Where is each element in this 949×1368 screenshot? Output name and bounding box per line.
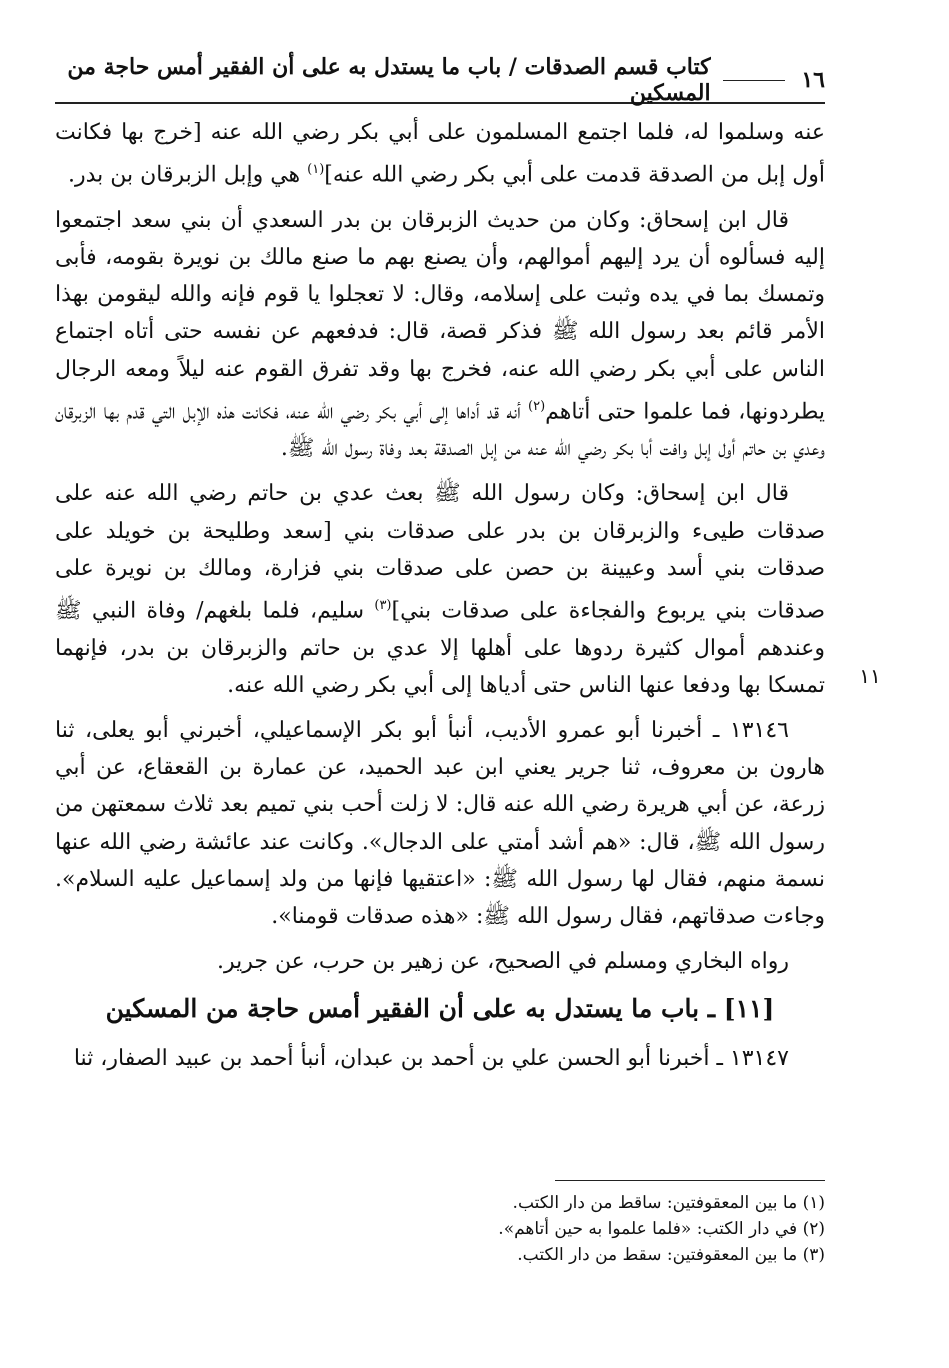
page-number: ١٦ [801, 67, 825, 93]
footnote-rule [555, 1180, 825, 1181]
paragraph-text: ١٣١٤٦ ـ أخبرنا أبو عمرو الأديب، أنبأ أبو بكر الإسماعيلي، أخبرني أبو يعلى، ثنا هارون بن معروف، ثنا جرير يعني ابن عبد الحميد، عن عمارة بن القعقاع، عن أبي زرعة، عن أبي هريرة رضي الله عنه قال: لا زلت أحب بني تميم بعد ثلاث سمعتهن من رسول الله ﷺ، قال: «هم أشد أمتي على الدجال». وكانت عند عائشة رضي الله عنها نسمة منهم، فقال لها رسول الله ﷺ: «اعتقيها فإنها من ولد إسماعيل عليه السلام». وجاءت صدقاتهم، فقال رسول الله ﷺ: «هذه صدقات قومنا». [55, 718, 825, 930]
footnote-ref: (١) [307, 162, 325, 178]
paragraph-text: قال ابن إسحاق: وكان رسول الله ﷺ بعث عدي بن حاتم رضي الله عنه على صدقات طيىء والزبرقان بن بدر على صدقات بني [سعد وطليحة بن خويلد على صدقات بني أسد وعيينة بن حصن على صدقات بني فزارة، ومالك بن نويرة على صدقات بني يربوع والفجاءة على صدقات بني] [55, 481, 826, 624]
narration-note [55, 943, 825, 980]
paragraph-text-tail: هي وإبل الزبرقان بن بدر. [67, 162, 308, 188]
footnotes [455, 1190, 825, 1268]
paragraph-3 [55, 475, 825, 704]
footnote-ref: (٣) [374, 598, 392, 614]
paragraph-text: ١٣١٤٧ ـ أخبرنا أبو الحسن علي بن أحمد بن عبدان، أنبأ أحمد بن عبيد الصفار، ثنا [73, 1045, 789, 1071]
paragraph-text-tail: أنه قد أداها إلى أبي بكر رضي الله عنه، فكانت هذه الإبل التي قدم بها الزبرقان وعدي بن حاتم أول إبل وافت أبا بكر رضي الله عنه من إبل الصدقة بعد وفاة رسول الله ﷺ. [55, 399, 825, 462]
paragraph-text-tail: سليم، فلما بلغهم/ وفاة النبي ﷺ وعندهم أموال كثيرة ردوها على أهلها إلا عدي بن حاتم والزبرقان بن بدر، فإنهما تمسكا بها ودفعا عنها الناس حتى أدياها إلى أبي بكر رضي الله عنه. [55, 598, 825, 698]
paragraph-text: قال ابن إسحاق: وكان من حديث الزبرقان بن بدر السعدي أن بني سعد اجتمعوا إليه فسألوه أن يرد إليهم أموالهم، وأن يصنع بهم ما صنع مالك بن نويرة بقومه، فأبى وتمسك بما في يده وثبت على إسلامه، وقال: لا تعجلوا يا قوم فإنه والله ليقومن بهذا الأمر قائم بعد رسول الله ﷺ فذكر قصة، قال: فدفعهم عن نفسه حتى أتاه اجتماع الناس على أبي بكر رضي الله عنه، فخرج بها وقد تفرق القوم عنه ليلاً ومعه الرجال يطردونها، فما علموا حتى أتاهم [55, 207, 825, 425]
paragraph-2 [55, 202, 825, 468]
footnote-2: (٢) في دار الكتب: «فلما علموا به حين أتاهم». [498, 1219, 825, 1239]
header-dash [723, 80, 786, 81]
hadith-13146 [55, 712, 825, 935]
margin-folio-number: ١١ [859, 664, 881, 688]
paragraph-1 [55, 114, 825, 194]
footnote-1: (١) ما بين المعقوفتين: ساقط من دار الكتب. [512, 1193, 825, 1213]
hadith-13147 [55, 1040, 825, 1077]
footnote-ref: (٢) [528, 398, 546, 414]
paragraph-text: رواه البخاري ومسلم في الصحيح، عن زهير بن حرب، عن جرير. [216, 949, 789, 975]
running-header [55, 54, 825, 106]
running-title: كتاب قسم الصدقات / باب ما يستدل به على أن الفقير أمس حاجة من المسكين [67, 54, 711, 106]
chapter-heading: [١١] ـ باب ما يستدل به على أن الفقير أمس حاجة من المسكين [105, 994, 775, 1024]
footnote-3: (٣) ما بين المعقوفتين: سقط من دار الكتب. [517, 1245, 825, 1265]
main-text [55, 114, 825, 1085]
paragraph-text: عنه وسلموا له، فلما اجتمع المسلمون على أبي بكر رضي الله عنه [خرج بها فكانت أول إبل من الصدقة قدمت على أبي بكر رضي الله عنه] [55, 120, 825, 188]
